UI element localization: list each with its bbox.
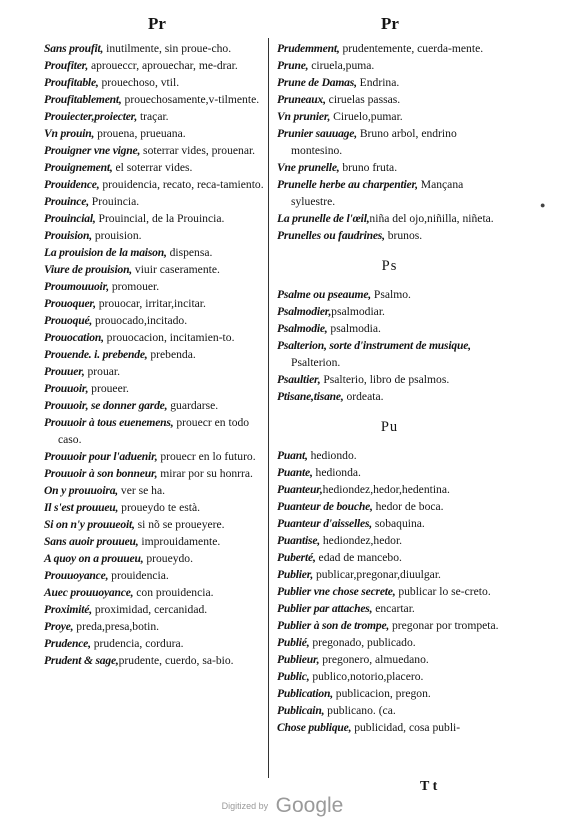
entry-headword: Ptisane,tisane, bbox=[277, 390, 344, 403]
dictionary-entry bbox=[277, 702, 502, 719]
dictionary-entry bbox=[277, 651, 502, 668]
entry-definition: publicar,pregonar,diuulgar. bbox=[313, 568, 441, 581]
dictionary-entry bbox=[44, 108, 264, 125]
dictionary-entry bbox=[44, 414, 264, 448]
entry-definition: con prouidencia. bbox=[133, 586, 214, 599]
entry-definition: hedor de boca. bbox=[372, 500, 444, 513]
entry-definition: improuidamente. bbox=[138, 535, 221, 548]
dictionary-entry bbox=[277, 388, 502, 405]
dictionary-entry bbox=[277, 583, 502, 600]
dictionary-entry bbox=[44, 397, 264, 414]
entry-definition: psalmodiar. bbox=[331, 305, 385, 318]
dictionary-entry bbox=[44, 91, 264, 108]
dictionary-entry bbox=[44, 499, 264, 516]
entry-definition: ordeata. bbox=[343, 390, 384, 403]
dictionary-entry bbox=[277, 498, 502, 515]
entry-headword: Prouincial, bbox=[44, 212, 96, 225]
dictionary-entry bbox=[44, 244, 264, 261]
dictionary-entry bbox=[44, 176, 264, 193]
pu-entries bbox=[277, 447, 502, 736]
section-heading-pu: Pu bbox=[380, 419, 399, 435]
entry-definition: pregonado, publicado. bbox=[309, 636, 416, 649]
entry-headword: Prouignement, bbox=[44, 161, 113, 174]
entry-headword: Publier, bbox=[277, 568, 314, 581]
dictionary-entry bbox=[277, 566, 502, 583]
entry-definition: prouidencia, recato, reca-tamiento. bbox=[99, 178, 264, 191]
entry-definition: pregonar por trompeta. bbox=[389, 619, 499, 632]
entry-definition: niña del ojo,niñilla, niñeta. bbox=[369, 212, 494, 225]
dictionary-entry bbox=[44, 329, 264, 346]
dictionary-entry bbox=[44, 652, 264, 669]
dictionary-entry bbox=[277, 227, 502, 244]
column-divider bbox=[268, 38, 269, 778]
entry-definition: ciruelas passas. bbox=[325, 93, 401, 106]
entry-definition: psalmodia. bbox=[327, 322, 381, 335]
dictionary-entry bbox=[44, 227, 264, 244]
dictionary-entry bbox=[44, 516, 264, 533]
dictionary-entry bbox=[277, 634, 502, 651]
watermark bbox=[0, 794, 565, 818]
entry-headword: Publié, bbox=[277, 636, 310, 649]
entry-definition: Prouincial, de la Prouincia. bbox=[95, 212, 225, 225]
dictionary-entry bbox=[277, 719, 502, 736]
entry-headword: Proumouuoir, bbox=[44, 280, 109, 293]
entry-definition: traçar. bbox=[137, 110, 169, 123]
entry-headword: Auec prouuoyance, bbox=[44, 586, 134, 599]
entry-definition: publicano. (ca. bbox=[324, 704, 396, 717]
entry-headword: Psalmodie, bbox=[277, 322, 328, 335]
dictionary-entry bbox=[277, 125, 502, 159]
ps-entries bbox=[277, 286, 502, 405]
dictionary-entry bbox=[44, 210, 264, 227]
entry-definition: ciruela,puma. bbox=[308, 59, 375, 72]
entry-headword: Prouuoir à tous euenemens, bbox=[44, 416, 174, 429]
right-column bbox=[277, 40, 502, 736]
dictionary-entry bbox=[44, 312, 264, 329]
entry-headword: La prouision de la maison, bbox=[44, 246, 167, 259]
entry-headword: Prouuer, bbox=[44, 365, 85, 378]
entry-headword: Prouuoir, bbox=[44, 382, 89, 395]
dictionary-entry bbox=[277, 108, 502, 125]
dictionary-entry bbox=[277, 447, 502, 464]
dictionary-entry bbox=[44, 40, 264, 57]
entry-headword: Prouuoir pour l'aduenir, bbox=[44, 450, 158, 463]
entry-definition: Endrina. bbox=[356, 76, 400, 89]
entry-headword: Prouoquer, bbox=[44, 297, 96, 310]
entry-definition: publicidad, cosa publi- bbox=[351, 721, 461, 734]
entry-headword: Prouoqué, bbox=[44, 314, 93, 327]
entry-definition: prouecr en lo futuro. bbox=[157, 450, 256, 463]
entry-definition: proueydo. bbox=[143, 552, 194, 565]
entry-headword: Prudemment, bbox=[277, 42, 340, 55]
entry-headword: Publier à son de trompe, bbox=[277, 619, 390, 632]
entry-headword: Vn prouin, bbox=[44, 127, 95, 140]
entry-headword: Il s'est prouueu, bbox=[44, 501, 119, 514]
left-column bbox=[44, 40, 264, 669]
entry-headword: Prouigner vne vigne, bbox=[44, 144, 141, 157]
entry-headword: Prune de Damas, bbox=[277, 76, 357, 89]
entry-definition: Psalterion. bbox=[291, 356, 341, 369]
entry-definition: pregonero, almuedano. bbox=[319, 653, 429, 666]
right-entries bbox=[277, 40, 502, 244]
stray-mark-icon: ● bbox=[540, 200, 546, 210]
entry-definition: prouechosamente,v-tilmente. bbox=[121, 93, 260, 106]
entry-definition: publico,notorio,placero. bbox=[309, 670, 424, 683]
entry-headword: Proye, bbox=[44, 620, 74, 633]
entry-definition: ver se ha. bbox=[118, 484, 165, 497]
dictionary-entry bbox=[277, 515, 502, 532]
dictionary-entry bbox=[277, 685, 502, 702]
entry-headword: Prouuoir à son bonneur, bbox=[44, 467, 158, 480]
dictionary-entry bbox=[277, 481, 502, 498]
dictionary-entry bbox=[44, 142, 264, 159]
entry-headword: Publier par attaches, bbox=[277, 602, 373, 615]
entry-headword: Si on n'y prouueoit, bbox=[44, 518, 135, 531]
entry-definition: viuir caseramente. bbox=[132, 263, 220, 276]
entry-definition: aproueccr, aprouechar, me-drar. bbox=[88, 59, 238, 72]
entry-definition: hedionda. bbox=[312, 466, 361, 479]
entry-definition: sobaquina. bbox=[372, 517, 425, 530]
dictionary-entry bbox=[277, 371, 502, 388]
dictionary-entry bbox=[277, 617, 502, 634]
entry-headword: Prouiecter,proiecter, bbox=[44, 110, 138, 123]
entry-definition: prudentemente, cuerda-mente. bbox=[339, 42, 484, 55]
entry-definition: si nõ se proueyere. bbox=[134, 518, 225, 531]
entry-definition: guardarse. bbox=[167, 399, 219, 412]
entry-headword: Viure de prouision, bbox=[44, 263, 133, 276]
dictionary-entry bbox=[44, 125, 264, 142]
entry-headword: Prune, bbox=[277, 59, 309, 72]
entry-headword: Prunelles ou faudrines, bbox=[277, 229, 385, 242]
section-heading-ps: Ps bbox=[381, 258, 398, 274]
dictionary-entry bbox=[44, 159, 264, 176]
entry-definition: el soterrar vides. bbox=[112, 161, 193, 174]
entry-definition: proueydo te està. bbox=[118, 501, 201, 514]
dictionary-entry bbox=[277, 549, 502, 566]
dictionary-entry bbox=[44, 261, 264, 278]
entry-headword: Prunier sauuage, bbox=[277, 127, 357, 140]
entry-definition: prudente, cuerdo, sa-bio. bbox=[118, 654, 234, 667]
entry-definition: publicacion, pregon. bbox=[332, 687, 431, 700]
entry-definition: Psalterio, libro de psalmos. bbox=[320, 373, 450, 386]
entry-headword: Prouuoyance, bbox=[44, 569, 109, 582]
entry-definition: prouocacion, incitamien-to. bbox=[103, 331, 235, 344]
entry-definition: prouision. bbox=[91, 229, 142, 242]
entry-headword: Psaultier, bbox=[277, 373, 321, 386]
dictionary-entry bbox=[277, 337, 502, 371]
entry-headword: Prouision, bbox=[44, 229, 92, 242]
entry-headword: Puant, bbox=[277, 449, 308, 462]
dictionary-entry bbox=[44, 533, 264, 550]
dictionary-entry bbox=[277, 176, 502, 210]
dictionary-entry bbox=[44, 482, 264, 499]
dictionary-entry bbox=[277, 91, 502, 108]
dictionary-entry bbox=[277, 40, 502, 57]
dictionary-entry bbox=[277, 320, 502, 337]
entry-definition: prouena, prueuana. bbox=[94, 127, 186, 140]
entry-headword: Publier vne chose secrete, bbox=[277, 585, 396, 598]
entry-headword: Publication, bbox=[277, 687, 333, 700]
dictionary-entry bbox=[277, 74, 502, 91]
entry-headword: Publieur, bbox=[277, 653, 320, 666]
entry-headword: Public, bbox=[277, 670, 310, 683]
entry-definition: publicar lo se-creto. bbox=[395, 585, 491, 598]
entry-definition: Mançana syluestre. bbox=[291, 178, 464, 208]
entry-headword: Puberté, bbox=[277, 551, 316, 564]
entry-headword: Psalterion, sorte d'instrument de musique, bbox=[277, 339, 471, 352]
entry-definition: prouocado,incitado. bbox=[92, 314, 188, 327]
entry-definition: promouer. bbox=[108, 280, 160, 293]
entry-definition: edad de mancebo. bbox=[315, 551, 402, 564]
dictionary-entry bbox=[277, 464, 502, 481]
entry-definition: Psalmo. bbox=[370, 288, 411, 301]
entry-headword: Puanteur d'aisselles, bbox=[277, 517, 373, 530]
dictionary-entry bbox=[44, 380, 264, 397]
entry-headword: Psalme ou pseaume, bbox=[277, 288, 371, 301]
entry-definition: prebenda. bbox=[147, 348, 196, 361]
entry-definition: hediondez,hedor. bbox=[319, 534, 403, 547]
entry-headword: Prouidence, bbox=[44, 178, 100, 191]
dictionary-entry bbox=[44, 295, 264, 312]
entry-headword: Prunelle herbe au charpentier, bbox=[277, 178, 418, 191]
dictionary-entry bbox=[277, 57, 502, 74]
entry-headword: Sans auoir prouueu, bbox=[44, 535, 139, 548]
dictionary-entry bbox=[44, 584, 264, 601]
dictionary-entry bbox=[277, 159, 502, 176]
entry-headword: Prouuoir, se donner garde, bbox=[44, 399, 168, 412]
entry-definition: hediondo. bbox=[307, 449, 357, 462]
dictionary-entry bbox=[44, 74, 264, 91]
entry-headword: Proufitablement, bbox=[44, 93, 122, 106]
entry-definition: hediondez,hedor,hedentina. bbox=[322, 483, 450, 496]
entry-headword: Proufitable, bbox=[44, 76, 99, 89]
dictionary-entry bbox=[44, 448, 264, 465]
entry-definition: inutilmente, sin proue-cho. bbox=[103, 42, 232, 55]
entry-definition: proximidad, cercanidad. bbox=[91, 603, 208, 616]
entry-definition: prouecr en todo caso. bbox=[58, 416, 250, 446]
entry-headword: Sans proufit, bbox=[44, 42, 104, 55]
entry-definition: bruno fruta. bbox=[339, 161, 398, 174]
dictionary-entry bbox=[44, 601, 264, 618]
entry-definition: Bruno arbol, endrino montesino. bbox=[291, 127, 457, 157]
entry-headword: Puanteur, bbox=[277, 483, 323, 496]
dictionary-entry bbox=[44, 618, 264, 635]
entry-headword: Prudent & sage, bbox=[44, 654, 119, 667]
entry-definition: soterrar vides, prouenar. bbox=[140, 144, 256, 157]
entry-headword: Puanteur de bouche, bbox=[277, 500, 373, 513]
entry-headword: Publicain, bbox=[277, 704, 325, 717]
dictionary-entry bbox=[44, 193, 264, 210]
entry-definition: prouocar, irritar,incitar. bbox=[95, 297, 206, 310]
watermark-prefix: Digitized by bbox=[221, 801, 269, 811]
entry-definition: Prouincia. bbox=[88, 195, 140, 208]
dictionary-entry bbox=[277, 668, 502, 685]
entry-headword: Proximité, bbox=[44, 603, 92, 616]
entry-headword: Prouende. i. prebende, bbox=[44, 348, 148, 361]
entry-headword: On y prouuoira, bbox=[44, 484, 118, 497]
dictionary-entry bbox=[44, 363, 264, 380]
google-logo: Google bbox=[275, 794, 344, 817]
entry-headword: Proufiter, bbox=[44, 59, 89, 72]
dictionary-entry bbox=[44, 550, 264, 567]
entry-headword: Vn prunier, bbox=[277, 110, 331, 123]
entry-definition: prouidencia. bbox=[108, 569, 169, 582]
entry-definition: prudencia, cordura. bbox=[90, 637, 184, 650]
dictionary-entry bbox=[277, 286, 502, 303]
entry-headword: La prunelle de l'œil, bbox=[277, 212, 370, 225]
entry-definition: mirar por su honrra. bbox=[157, 467, 253, 480]
running-head-left: Pr bbox=[148, 14, 166, 33]
entry-definition: preda,presa,botin. bbox=[73, 620, 160, 633]
dictionary-entry bbox=[44, 567, 264, 584]
entry-definition: prouechoso, vtil. bbox=[98, 76, 180, 89]
dictionary-entry bbox=[44, 278, 264, 295]
dictionary-entry bbox=[277, 532, 502, 549]
entry-headword: A quoy on a prouueu, bbox=[44, 552, 144, 565]
entry-definition: brunos. bbox=[384, 229, 423, 242]
entry-headword: Pruneaux, bbox=[277, 93, 326, 106]
entry-definition: proueer. bbox=[88, 382, 129, 395]
dictionary-entry bbox=[277, 210, 502, 227]
entry-headword: Puantise, bbox=[277, 534, 320, 547]
entry-headword: Puante, bbox=[277, 466, 313, 479]
entry-headword: Prouocation, bbox=[44, 331, 104, 344]
running-head-right: Pr bbox=[381, 14, 399, 33]
entry-definition: prouar. bbox=[84, 365, 121, 378]
dictionary-entry bbox=[277, 303, 502, 320]
entry-headword: Vne prunelle, bbox=[277, 161, 340, 174]
dictionary-entry bbox=[44, 465, 264, 482]
signature-mark: T t bbox=[420, 779, 438, 794]
entry-definition: Ciruelo,pumar. bbox=[330, 110, 403, 123]
entry-definition: encartar. bbox=[372, 602, 415, 615]
entry-headword: Prudence, bbox=[44, 637, 91, 650]
entry-headword: Chose publique, bbox=[277, 721, 352, 734]
dictionary-entry bbox=[44, 346, 264, 363]
dictionary-entry bbox=[44, 57, 264, 74]
entry-headword: Psalmodier, bbox=[277, 305, 332, 318]
entry-headword: Prouince, bbox=[44, 195, 89, 208]
dictionary-entry bbox=[44, 635, 264, 652]
dictionary-entry bbox=[277, 600, 502, 617]
entry-definition: dispensa. bbox=[166, 246, 213, 259]
